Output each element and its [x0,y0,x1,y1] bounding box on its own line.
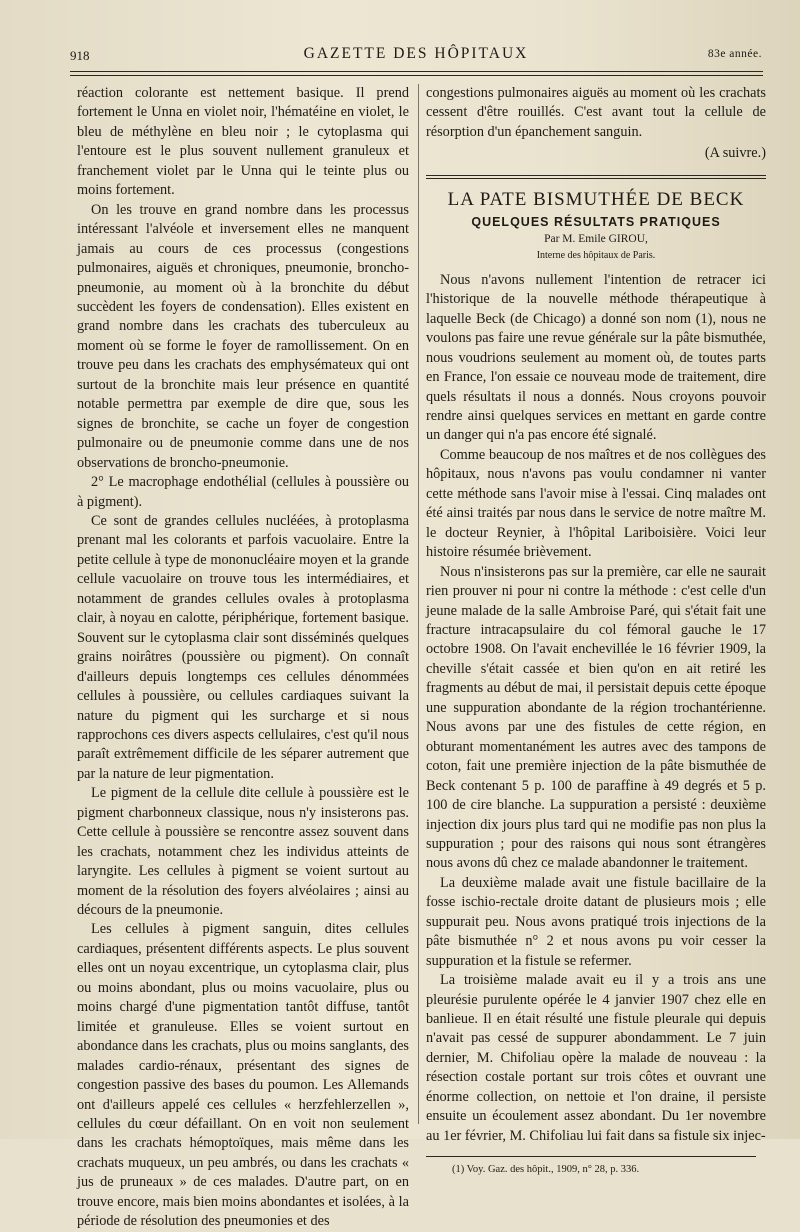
paragraph: 2° Le macrophage endothélial (cellules à poussière ou à pigment). [77,474,409,510]
article-subtitle: QUELQUES RÉSULTATS PRATIQUES [471,214,721,229]
paragraph: On les trouve en grand nombre dans les processus intéressant l'alvéole et inversement elles ne manquent jamais au cours de ces processus (congestions pulmonaires, aiguës et chroniques, pneumonie, broncho-pneumonie, au moment où à la bronchite du début succèdent les foyers de condensation). Elles existent en grand nombre dans les crachats des tuberculeux au moment où se forme le foyer de ramollissement. On en trouve peu dans les crachats des emphysémateux qui ont surtout de la bronchite mais leur présence en quantité notable permettra par exemple de dire que, sous les signes de bronchite, se cache un foyer de congestion pulmonaire ou de pneumonie comme dans une de nos observations de broncho-pneumonie. [77,201,409,471]
header-rule-thin [70,75,763,76]
paragraph: Le pigment de la cellule dite cellule à poussière est le pigment charbonneux classique, nous n'y insisterons pas. Cette cellule à poussière se rencontre assez souvent dans les crachats, notamment chez les individus atteints de laryngite. Les cellules à pigment se voient surtout au moment de la résolution des foyers alvéolaires ; ainsi au décours de la pneumonie. [77,785,409,919]
author-role: Interne des hôpitaux de Paris. [536,249,656,261]
paragraph: Nous n'insisterons pas sur la première, car elle ne saurait rien prouver ni pour ni contre la méthode : c'est celle d'un jeune malade de la salle Ambroise Paré, qui s'était fait une fracture intracapsulaire du col fémoral gauche le 17 octobre 1908. On l'avait enchevillée le 16 février 1909, la cheville s'était cassée et bien qu'on en ait retiré les fragments au début de mai, il persistait depuis cette époque une suppuration abondante de la région trochantérienne. Nous avons par une des fistules de cette région, en obturant momentanément les autres avec des tampons de coton, fait une première injection de la pâte bismuthée de Beck contenant 5 p. 100 de paraffine à 49 degrés et 5 p. 100 de cire blanche. La suppuration a persisté : deuxième injection dix jours plus tard qui ne modifie pas non plus la suppuration ; pour des raisons qui nous sont étrangères nous avons dû chez ce malade abandonner le traitement. [426,563,766,872]
paragraph: La deuxième malade avait une fistule bacillaire de la fosse ischio-rectale droite datant de plusieurs mois ; elle suppurait peu. Nous avons pratiqué trois injections de la pâte bismuthée n° 2 et nous avons pu voir cesser la suppuration et la fistule se refermer. [426,874,766,969]
paragraph: Nous n'avons nullement l'intention de retracer ici l'historique de la nouvelle méthode thérapeutique à laquelle Beck (de Chicago) a donné son nom (1), nous ne voulons pas faire une revue générale sur la pâte bismuthée, nous voudrions seulement au moment où, de toutes parts en France, l'on essaie ce nouveau mode de traitement, dire quels résultats il nous a donnés. Nous croyons pouvoir rendre ainsi quelques services en mettant en garde contre un danger qui n'a pas encore été signalé. [426,271,766,444]
journal-year: 83e année. [707,48,762,60]
section-separator [426,175,766,179]
right-column [426,84,766,1177]
paragraph: La troisième malade avait eu il y a trois ans une pleurésie purulente opérée le 4 janvier 1907 chez elle en banlieue. Il en était résulté une fistule pleurale qui depuis n'avait pas cessé de suppurer abondamment. Le 7 juin dernier, M. Chifoliau opère la malade de nouveau : la résection costale portant sur trois côtes et ouvrant une énorme collection, on nettoie et l'on draine, il persiste ensuite un écoulement assez abondant. Du 1er novembre au 1er février, M. Chifoliau lui fait dans sa fistule six injec- [426,972,766,1144]
footnote: (1) Voy. Gaz. des hôpit., 1909, n° 28, p. 336. [452,1164,640,1176]
paragraph: Comme beaucoup de nos maîtres et de nos collègues des hôpitaux, nous n'avons pas voulu condamner ni vanter cette méthode sans l'avoir mise à l'essai. Cinq malades ont été ainsi traités par nous dans le service de notre maître M. le docteur Reynier, à l'hôpital Lariboisière. Voici leur histoire résumée brièvement. [426,446,766,561]
paragraph: Les cellules à pigment sanguin, dites cellules cardiaques, présentent différents aspects. Le plus souvent elles ont un noyau excentrique, un cytoplasma clair, plus ou moins abondant, plus ou moins vacuolaire, plus ou moins chargé d'une pigmentation tantôt diffuse, tantôt limitée et granuleuse. Elles se voient surtout en abondance dans les crachats, plus ou moins sanglants, des malades cardio-rénaux, présentant des signes de congestion passive des bases du poumon. Les Allemands ont d'ailleurs appelé ces cellules « herzfehlerzellen », cellules du cœur défaillant. On en voit non seulement dans les crachats hémoptoïques, mais même dans les crachats muqueux, un peu ambrés, ou dans les crachats « jus de pruneaux » de ces malades. D'autre part, on en trouve encore, mais bien moins abondantes et isolées, à la période de résolution des pneumonies et des [77,921,409,1230]
article-title: LA PATE BISMUTHÉE DE BECK [447,188,745,210]
paragraph: congestions pulmonaires aiguës au moment où les crachats cessent d'être rouillés. C'est avant tout la cellule de résorption d'un épanchement sanguin. [426,85,766,140]
paragraph: Ce sont de grandes cellules nucléées, à protoplasma prenant mal les colorants et parfois vacuolaire. Entre la petite cellule à type de mononucléaire moyen et la grande cellule vacuolaire on trouve tous les intermédiaires, et notamment de grandes cellules ovales à protoplasma clair, à noyau en calotte, périphérique, fortement basique. Souvent sur le cytoplasma clair sont disséminés quelques grains noirâtres (poussière ou pigment). On connaît d'ailleurs depuis longtemps ces cellules dénommées cellules à poussière, ou cellules cardiaques suivant la nature du pigment qui les surcharge et si nous rapprochons ces divers aspects cellulaires, c'est qu'il nous paraît extrêmement difficile de les séparer autrement que par la nature de leur pigmentation. [77,512,409,782]
paragraph: réaction colorante est nettement basique. Il prend fortement le Unna en violet noir, l'hématéine en violet, le bleu de méthylène en bleu noir ; le cytoplasma qui l'entoure est le plus souvent nullement granuleux et franchement violet par le Unna qui le teinte plus ou moins fortement. [77,85,409,199]
header-rule [70,71,763,72]
article-author: Par M. Emile GIROU, [544,232,648,245]
running-head [70,45,762,67]
left-column [77,84,409,1232]
to-be-continued: (A suivre.) [704,145,766,162]
page-number: 918 [70,48,90,63]
footnote-rule [426,1156,756,1157]
journal-title: GAZETTE DES HÔPITAUX [303,45,529,62]
column-divider [418,84,419,1124]
